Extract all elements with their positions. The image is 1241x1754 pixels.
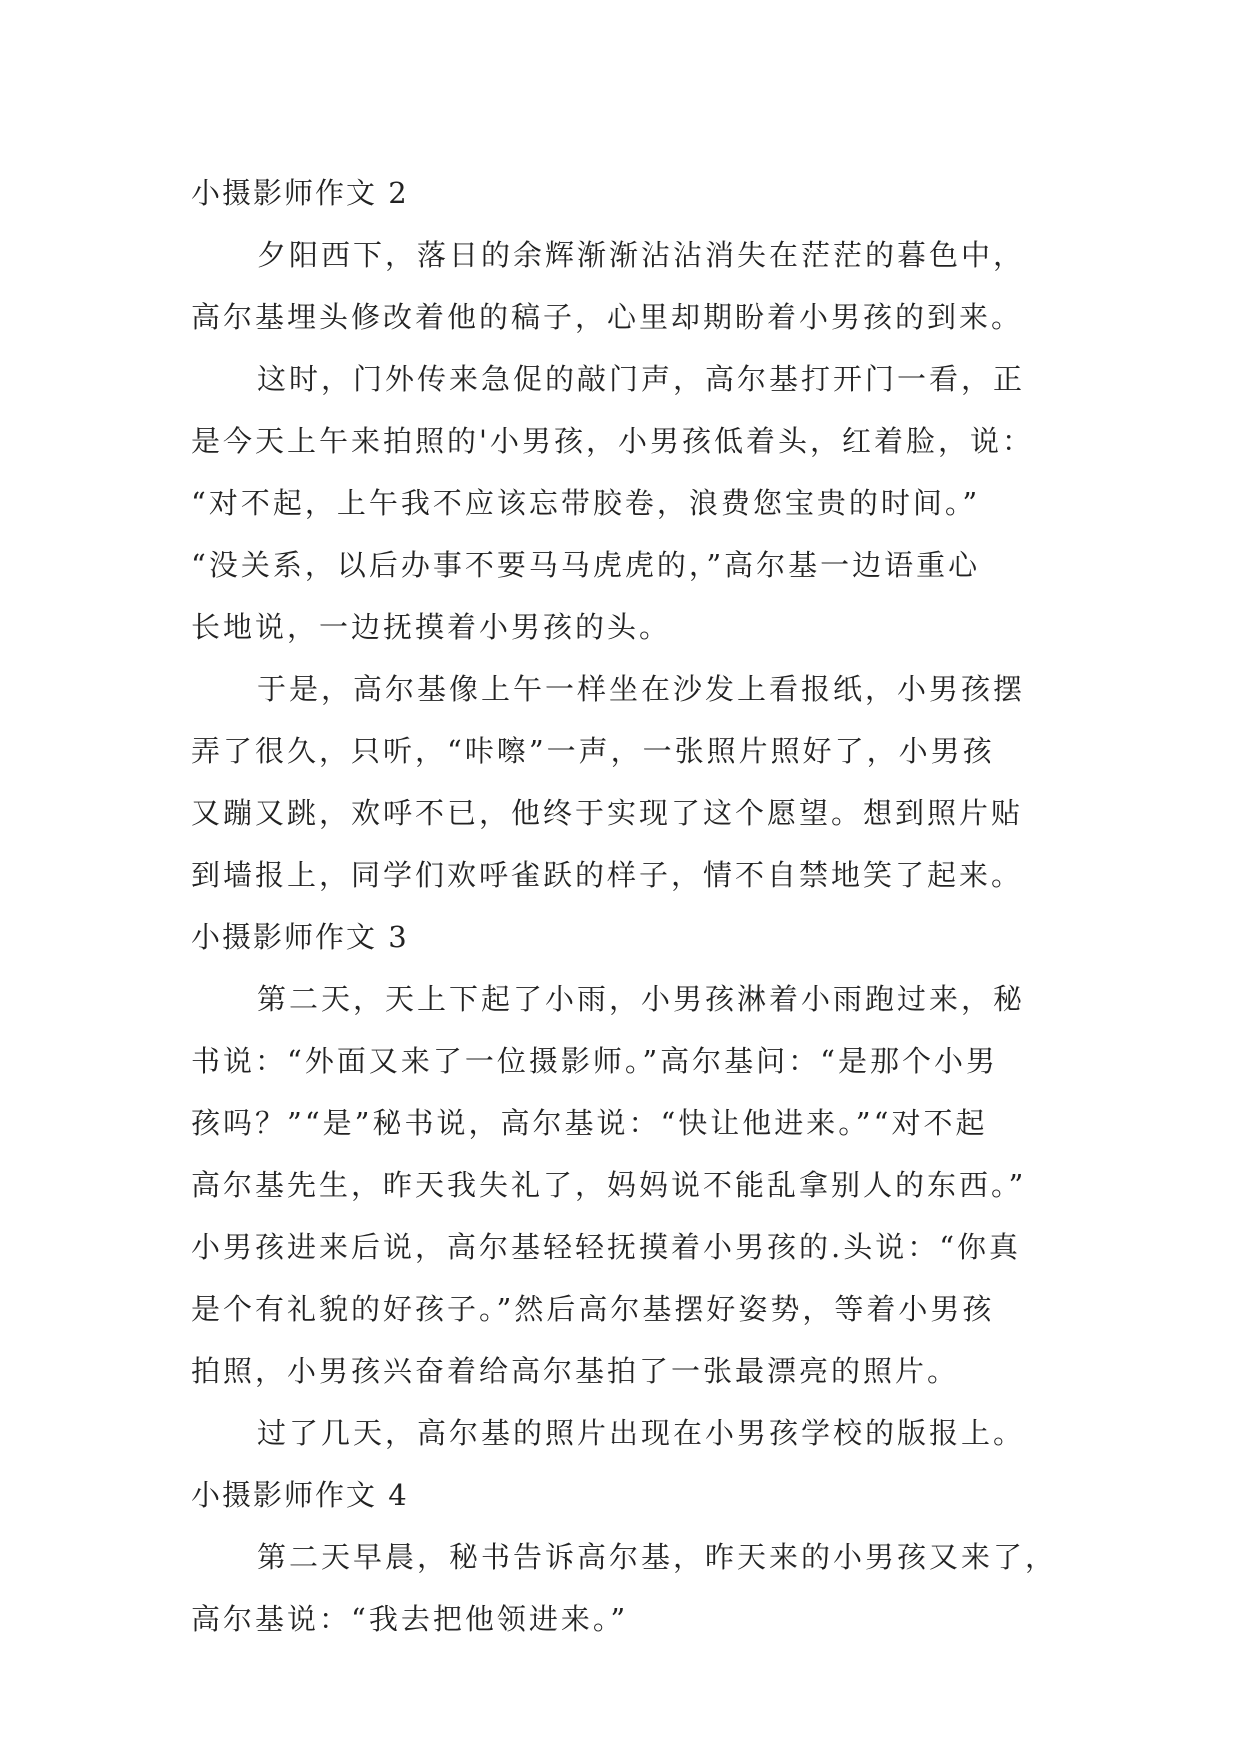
text-line: 这时，门外传来急促的敲门声，高尔基打开门一看，正 — [257, 362, 1026, 396]
text-line: 夕阳西下，落日的余辉渐渐沾沾消失在茫茫的暮色中， — [257, 238, 1026, 272]
text-line: 过了几天，高尔基的照片出现在小男孩学校的版报上。 — [257, 1416, 1026, 1450]
text-line: 是个有礼貌的好孩子。”然后高尔基摆好姿势，等着小男孩 — [191, 1292, 995, 1326]
text-line: 于是，高尔基像上午一样坐在沙发上看报纸，小男孩摆 — [257, 672, 1026, 706]
section-heading: 小摄影师作文 4 — [191, 1478, 409, 1512]
text-line: 小男孩进来后说，高尔基轻轻抚摸着小男孩的.头说：“你真 — [191, 1230, 1022, 1264]
text-line: 第二天，天上下起了小雨，小男孩淋着小雨跑过来，秘 — [257, 982, 1026, 1016]
section-heading: 小摄影师作文 3 — [191, 920, 409, 954]
section-heading: 小摄影师作文 2 — [191, 176, 409, 210]
text-line: 又蹦又跳，欢呼不已，他终于实现了这个愿望。想到照片贴 — [191, 796, 1024, 830]
text-line: 到墙报上，同学们欢呼雀跃的样子，情不自禁地笑了起来。 — [191, 858, 1024, 892]
text-line: 高尔基埋头修改着他的稿子，心里却期盼着小男孩的到来。 — [191, 300, 1024, 334]
text-line: 拍照，小男孩兴奋着给高尔基拍了一张最漂亮的照片。 — [191, 1354, 960, 1388]
text-line: 书说：“外面又来了一位摄影师。”高尔基问：“是那个小男 — [191, 1044, 998, 1078]
text-line: 高尔基说：“我去把他领进来。” — [191, 1602, 629, 1636]
text-line: 第二天早晨，秘书告诉高尔基，昨天来的小男孩又来了， — [257, 1540, 1058, 1574]
text-line: 弄了很久，只听，“咔嚓”一声，一张照片照好了，小男孩 — [191, 734, 995, 768]
text-line: 长地说，一边抚摸着小男孩的头。 — [191, 610, 672, 644]
text-line: “没关系，以后办事不要马马虎虎的，”高尔基一边语重心 — [191, 548, 981, 582]
text-line: 是今天上午来拍照的'小男孩，小男孩低着头，红着脸，说： — [191, 424, 1034, 458]
text-line: 高尔基先生，昨天我失礼了，妈妈说不能乱拿别人的东西。” — [191, 1168, 1027, 1202]
document-body — [191, 162, 1071, 1650]
text-line: “对不起，上午我不应该忘带胶卷，浪费您宝贵的时间。” — [191, 486, 981, 520]
text-line: 孩吗？”“是”秘书说，高尔基说：“快让他进来。”“对不起 — [191, 1106, 988, 1140]
